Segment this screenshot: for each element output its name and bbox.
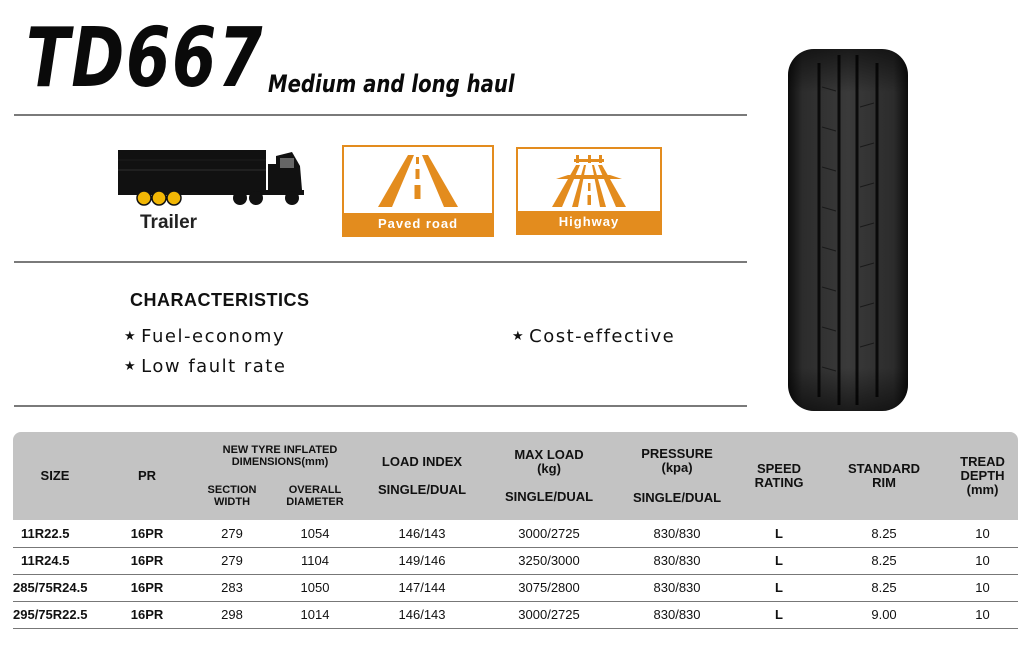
model-name: TD667 xyxy=(26,11,265,106)
header-tread-depth: TREAD DEPTH (mm) xyxy=(947,432,1018,520)
trailer-truck-icon xyxy=(116,146,308,210)
table-row: 285/75R24.5 16PR 283 1050 147/144 3075/2800 830/830 L 8.25 10 xyxy=(13,574,1018,601)
header-load-index: LOAD INDEX SINGLE/DUAL xyxy=(363,432,481,520)
header-pressure: PRESSURE (kpa) SINGLE/DUAL xyxy=(617,432,737,520)
header-overall-diameter: OVERALL DIAMETER xyxy=(267,472,363,520)
header-max-load: MAX LOAD (kg) SINGLE/DUAL xyxy=(481,432,617,520)
paved-road-card xyxy=(342,145,494,237)
paved-road-icon xyxy=(344,147,492,215)
tyre-tread-image xyxy=(786,47,910,413)
highway-label: Highway xyxy=(518,211,660,233)
divider-bottom xyxy=(14,405,747,407)
characteristics-title: CHARACTERISTICS xyxy=(130,290,310,310)
star-icon: ★ xyxy=(124,329,138,344)
star-icon: ★ xyxy=(512,329,526,344)
model-subtitle: Medium and long haul xyxy=(268,70,515,98)
star-icon: ★ xyxy=(124,359,138,374)
feature-low-fault-rate: ★ Low fault rate xyxy=(124,356,287,377)
divider-middle xyxy=(14,261,747,263)
header-dimensions: NEW TYRE INFLATED DIMENSIONS(mm) xyxy=(197,432,363,472)
highway-card xyxy=(516,147,662,235)
header-speed-rating: SPEED RATING xyxy=(737,432,821,520)
header-standard-rim: STANDARD RIM xyxy=(821,432,947,520)
trailer-label: Trailer xyxy=(140,212,198,233)
highway-icon xyxy=(518,149,660,213)
header-pr: PR xyxy=(97,432,197,520)
feature-fuel-economy: ★ Fuel-economy xyxy=(124,326,286,347)
spec-table xyxy=(13,432,1018,629)
divider-top xyxy=(14,114,747,116)
paved-road-label: Paved road xyxy=(344,213,492,235)
feature-cost-effective: ★ Cost-effective xyxy=(512,326,676,347)
header-size: SIZE xyxy=(13,432,97,520)
table-row: 11R22.5 16PR 279 1054 146/143 3000/2725 830/830 L 8.25 10 xyxy=(13,520,1018,547)
table-row: 295/75R22.5 16PR 298 1014 146/143 3000/2725 830/830 L 9.00 10 xyxy=(13,601,1018,628)
header-section-width: SECTION WIDTH xyxy=(197,472,267,520)
table-row: 11R24.5 16PR 279 1104 149/146 3250/3000 830/830 L 8.25 10 xyxy=(13,547,1018,574)
